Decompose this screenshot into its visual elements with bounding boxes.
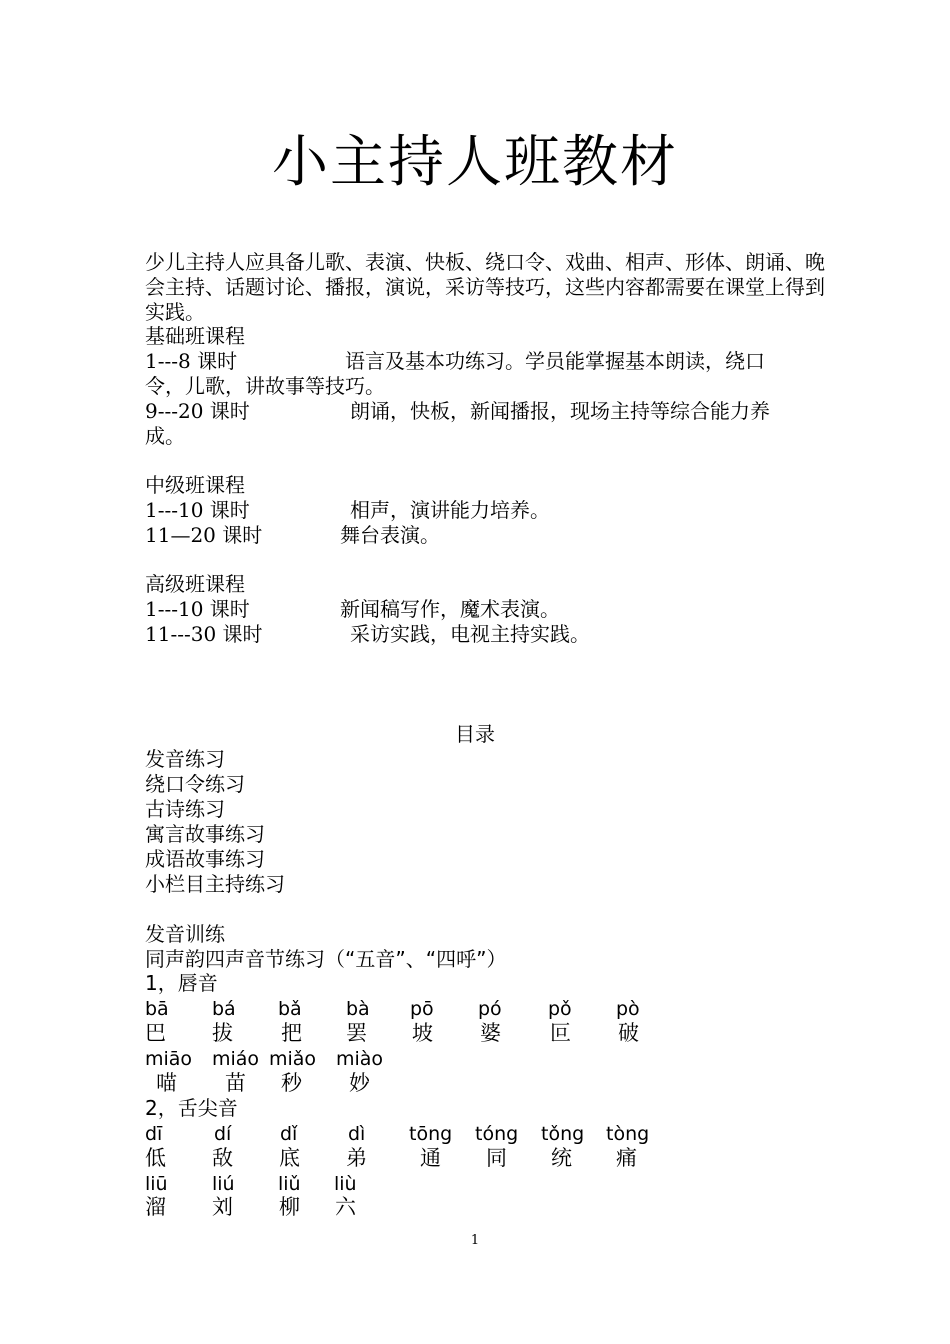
- hanzi-character: 痛: [616, 1146, 637, 1170]
- page-number: 1: [470, 1233, 480, 1248]
- pinyin-syllable: liǔ: [278, 1173, 301, 1195]
- document-title: 小主持人班教材: [272, 130, 678, 195]
- course-content-continued: 令，儿歌，讲故事等技巧。: [145, 374, 385, 398]
- hanzi-character: 六: [335, 1195, 356, 1219]
- pinyin-syllable: bá: [212, 998, 236, 1020]
- pinyin-syllable: dǐ: [280, 1123, 298, 1145]
- hanzi-character: 弟: [346, 1146, 367, 1170]
- hanzi-character: 秒: [281, 1071, 302, 1095]
- toc-title: 目录: [455, 722, 495, 746]
- course-hours: 1---10 课时: [145, 498, 250, 522]
- training-heading: 发音训练: [145, 922, 225, 946]
- toc-item: 寓言故事练习: [145, 822, 265, 846]
- hanzi-character: 刘: [212, 1195, 233, 1219]
- course-hours: 9---20 课时: [145, 399, 250, 423]
- course-content: 新闻稿写作，魔术表演。: [340, 597, 560, 621]
- course-hours: 11---30 课时: [145, 622, 263, 646]
- pinyin-syllable: miāo: [145, 1048, 193, 1070]
- course-content: 语言及基本功练习。学员能掌握基本朗读，绕口: [345, 349, 765, 373]
- hanzi-character: 破: [618, 1021, 639, 1045]
- toc-item: 成语故事练习: [145, 847, 265, 871]
- pinyin-syllable: bā: [145, 998, 169, 1020]
- toc-item: 发音练习: [145, 747, 225, 771]
- pinyin-syllable: pò: [616, 998, 640, 1020]
- pinyin-syllable: miào: [336, 1048, 384, 1070]
- hanzi-character: 拔: [212, 1021, 233, 1045]
- hanzi-character: 叵: [550, 1021, 571, 1045]
- pinyin-syllable: miáo: [212, 1048, 260, 1070]
- course-hours: 1---10 课时: [145, 597, 250, 621]
- hanzi-character: 通: [420, 1146, 441, 1170]
- training-subheading: 同声韵四声音节练习（“五音”、“四呼”）: [145, 947, 507, 971]
- toc-item: 绕口令练习: [145, 772, 245, 796]
- intermediate-course-heading: 中级班课程: [145, 473, 245, 497]
- pinyin-syllable: dí: [214, 1123, 232, 1145]
- course-hours: 1---8 课时: [145, 349, 238, 373]
- advanced-course-heading: 高级班课程: [145, 572, 245, 596]
- section-label-apical: 2，舌尖音: [145, 1096, 238, 1120]
- hanzi-character: 坡: [412, 1021, 433, 1045]
- pinyin-syllable: pó: [478, 998, 502, 1020]
- pinyin-syllable: liù: [334, 1173, 357, 1195]
- intro-paragraph: 少儿主持人应具备儿歌、表演、快板、绕口令、戏曲、相声、形体、朗诵、晚会主持、话题讨论、播报，演说，采访等技巧，这些内容都需要在课堂上得到实践。: [145, 250, 825, 324]
- pinyin-syllable: pō: [410, 998, 434, 1020]
- course-content: 采访实践，电视主持实践。: [350, 622, 590, 646]
- course-content-continued: 成。: [145, 424, 185, 448]
- pinyin-syllable: miǎo: [269, 1048, 317, 1070]
- pinyin-syllable: tòng: [606, 1123, 650, 1145]
- hanzi-character: 低: [145, 1146, 166, 1170]
- basic-course-heading: 基础班课程: [145, 324, 245, 348]
- hanzi-character: 巴: [145, 1021, 166, 1045]
- hanzi-character: 统: [551, 1146, 572, 1170]
- pinyin-syllable: pǒ: [548, 998, 572, 1020]
- toc-item: 古诗练习: [145, 797, 225, 821]
- pinyin-syllable: tōng: [409, 1123, 453, 1145]
- course-content: 相声，演讲能力培养。: [350, 498, 550, 522]
- pinyin-syllable: liū: [145, 1173, 168, 1195]
- hanzi-character: 把: [281, 1021, 302, 1045]
- pinyin-syllable: bà: [346, 998, 370, 1020]
- hanzi-character: 底: [279, 1146, 300, 1170]
- hanzi-character: 苗: [225, 1071, 246, 1095]
- section-label-labial: 1，唇音: [145, 971, 218, 995]
- pinyin-syllable: tǒng: [541, 1123, 585, 1145]
- pinyin-syllable: tóng: [475, 1123, 519, 1145]
- hanzi-character: 婆: [480, 1021, 501, 1045]
- pinyin-syllable: dī: [145, 1123, 163, 1145]
- toc-item: 小栏目主持练习: [145, 872, 285, 896]
- hanzi-character: 罢: [346, 1021, 367, 1045]
- hanzi-character: 敌: [212, 1146, 233, 1170]
- hanzi-character: 喵: [156, 1071, 177, 1095]
- pinyin-syllable: bǎ: [278, 998, 302, 1020]
- course-content: 舞台表演。: [340, 523, 440, 547]
- hanzi-character: 溜: [145, 1195, 166, 1219]
- hanzi-character: 柳: [279, 1195, 300, 1219]
- course-content: 朗诵，快板，新闻播报，现场主持等综合能力养: [350, 399, 770, 423]
- course-hours: 11—20 课时: [145, 523, 263, 547]
- hanzi-character: 妙: [349, 1071, 370, 1095]
- hanzi-character: 同: [486, 1146, 507, 1170]
- pinyin-syllable: liú: [212, 1173, 235, 1195]
- pinyin-syllable: dì: [348, 1123, 366, 1145]
